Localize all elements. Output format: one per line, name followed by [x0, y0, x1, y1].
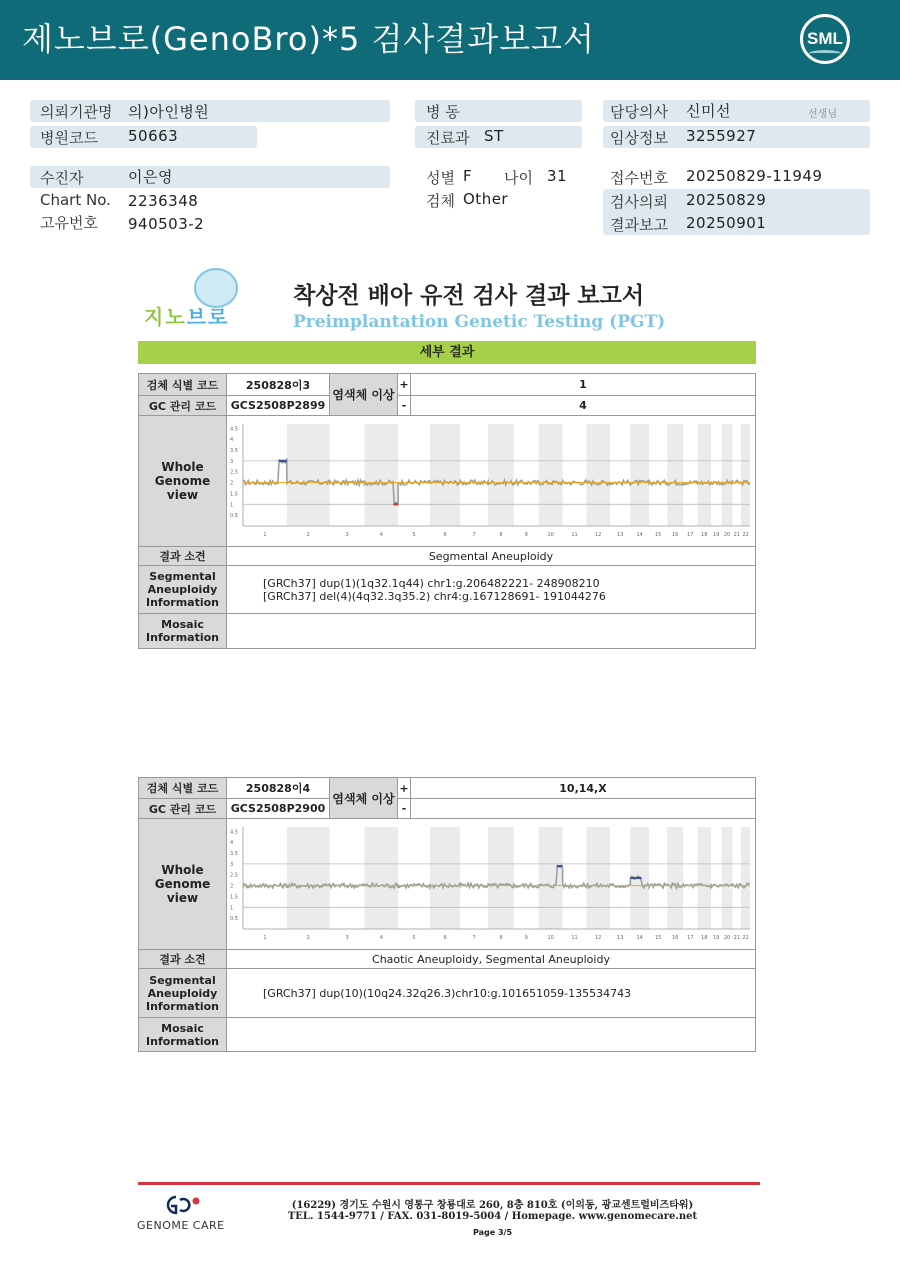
whole-genome-plot [227, 416, 756, 547]
chrom-band [586, 424, 610, 526]
unique-no-value: 940503-2 [128, 215, 205, 233]
gain-sign: + [397, 778, 410, 798]
x-tick-label: 4 [379, 935, 383, 941]
y-tick-label: 2.5 [230, 872, 238, 879]
chrom-band [539, 827, 563, 929]
genome-care-logo-icon [162, 1194, 202, 1216]
x-tick-label: 5 [412, 935, 416, 941]
mosaic-info-value [226, 613, 755, 648]
gc-code-label: GC 관리 코드 [139, 798, 226, 818]
x-tick-label: 19 [713, 532, 720, 538]
chrom-band [630, 424, 649, 526]
doctor-value: 신미선 [686, 102, 731, 120]
loss-chromosomes: 4 [410, 395, 755, 415]
clinical-info-label: 임상정보 [610, 129, 668, 147]
y-tick-label: 1.5 [230, 894, 238, 901]
x-tick-label: 14 [636, 532, 643, 538]
x-tick-label: 18 [701, 935, 708, 941]
logo-text-a: 지노 [144, 305, 187, 329]
x-tick-label: 1 [263, 935, 267, 941]
document-title: 제노브로(GenoBro)*5 검사결과보고서 [22, 20, 595, 58]
hospital-code-label: 병원코드 [40, 129, 98, 147]
x-tick-label: 11 [571, 935, 578, 941]
unique-no-label: 고유번호 [40, 214, 98, 232]
requesting-org-label: 의뢰기관명 [40, 103, 113, 121]
loss-sign: - [397, 798, 410, 818]
x-tick-label: 4 [379, 532, 383, 538]
y-tick-label: 1 [230, 905, 234, 912]
mosaic-info-value [226, 1017, 755, 1051]
ward-label: 병 동 [426, 103, 460, 121]
segmental-line-1: [GRCh37] dup(1)(1q32.1q44) chr1:g.206482221- 248908210 [263, 576, 600, 590]
specimen-id-value: 250828이3 [226, 374, 329, 395]
x-tick-label: 6 [443, 532, 447, 538]
x-tick-label: 10 [547, 532, 554, 538]
report-title-en: Preimplantation Genetic Testing (PGT) [293, 312, 666, 332]
footer-contact: TEL. 1544-9771 / FAX. 031-8019-5004 / Homepage. www.genomecare.net [287, 1211, 698, 1222]
receipt-no-value: 20250829-11949 [686, 167, 823, 185]
x-tick-label: 3 [345, 532, 349, 538]
chrom-band [488, 827, 514, 929]
department-value: ST [484, 127, 504, 145]
x-tick-label: 21 [733, 532, 740, 538]
x-tick-label: 15 [654, 935, 662, 941]
examinee-label: 수진자 [40, 169, 84, 187]
chrom-band [667, 827, 683, 929]
x-tick-label: 12 [595, 935, 602, 941]
y-tick-label: 4.5 [230, 829, 238, 836]
y-tick-label: 1 [230, 502, 234, 509]
y-tick-label: 4.5 [230, 426, 238, 433]
examinee-value: 이은영 [128, 168, 173, 186]
specimen-id-label: 검체 식별 코드 [139, 778, 226, 798]
y-tick-label: 1.5 [230, 491, 238, 498]
chrom-band [287, 424, 330, 526]
footer-address: (16229) 경기도 수원시 영통구 창룡대로 260, 8층 810호 (이의동, 광교센트럴비즈타워) [291, 1200, 694, 1211]
finding-value: Segmental Aneuploidy [226, 546, 755, 565]
y-tick-label: 3.5 [230, 851, 238, 858]
x-tick-label: 8 [499, 532, 503, 538]
x-tick-label: 21 [733, 935, 740, 941]
receipt-no-label: 접수번호 [610, 169, 668, 187]
chrom-band [721, 424, 732, 526]
wgv-label: Whole Genome view [139, 818, 226, 949]
x-tick-label: 14 [636, 935, 643, 941]
specimen-label: 검체 [426, 192, 455, 210]
x-tick-label: 9 [524, 532, 528, 538]
segmental-info-cell [226, 565, 755, 613]
wgv-cell [226, 818, 755, 949]
chrom-band [365, 424, 399, 526]
x-tick-label: 22 [742, 532, 749, 538]
x-tick-label: 19 [713, 935, 720, 941]
mosaic-info-label: Mosaic Information [139, 613, 226, 648]
chrom-abn-label: 염색체 이상 [329, 374, 397, 415]
mosaic-info-label: Mosaic Information [139, 1017, 226, 1051]
x-tick-label: 20 [723, 532, 731, 538]
x-tick-label: 10 [547, 935, 554, 941]
logo-text-b: 브로 [186, 305, 230, 329]
requesting-org-value: 의)아인병원 [128, 103, 210, 121]
x-tick-label: 9 [524, 935, 528, 941]
x-tick-label: 18 [701, 532, 708, 538]
chrom-band [586, 827, 610, 929]
x-tick-label: 16 [671, 935, 679, 941]
chrom-abn-label: 염색체 이상 [329, 778, 397, 818]
segmental-line-2: [GRCh37] del(4)(4q32.3q35.2) chr4:g.167128691- 191044276 [263, 589, 606, 603]
x-tick-label: 17 [687, 532, 694, 538]
gc-code-label: GC 관리 코드 [139, 395, 226, 415]
result-table [138, 777, 756, 1052]
specimen-id-label: 검체 식별 코드 [139, 374, 226, 395]
x-tick-label: 13 [616, 935, 624, 941]
y-tick-label: 2 [230, 883, 234, 890]
x-tick-label: 3 [345, 935, 349, 941]
section-banner: 세부 결과 [138, 341, 756, 364]
x-tick-label: 22 [742, 935, 749, 941]
chrom-band [741, 827, 750, 929]
segmental-line-1: [GRCh37] dup(10)(10q24.32q26.3)chr10:g.101651059-135534743 [226, 968, 755, 1017]
loss-sign: - [397, 395, 410, 415]
genome-care-name: GENOME CARE [137, 1219, 225, 1232]
y-tick-label: 4 [230, 437, 234, 444]
department-label: 진료과 [426, 129, 470, 147]
age-value: 31 [547, 167, 568, 185]
report-title-ko: 착상전 배아 유전 검사 결과 보고서 [293, 283, 645, 309]
footer-rule [138, 1182, 760, 1185]
y-tick-label: 0.5 [230, 513, 238, 520]
hospital-code-value: 50663 [128, 127, 179, 145]
x-tick-label: 16 [671, 532, 679, 538]
y-tick-label: 3 [230, 458, 234, 465]
x-tick-label: 6 [443, 935, 447, 941]
page-number: Page 3/5 [472, 1228, 513, 1237]
wgv-cell [226, 415, 755, 546]
age-label: 나이 [504, 169, 533, 187]
finding-label: 결과 소견 [139, 949, 226, 968]
y-tick-label: 3.5 [230, 448, 238, 455]
x-tick-label: 13 [616, 532, 624, 538]
x-tick-label: 1 [263, 532, 267, 538]
chart-no-label: Chart No. [40, 191, 111, 209]
x-tick-label: 7 [472, 935, 476, 941]
wgv-label: Whole Genome view [139, 415, 226, 546]
whole-genome-plot [227, 819, 756, 950]
sml-swoosh-icon [809, 50, 841, 57]
report-date-value: 20250901 [686, 214, 767, 232]
x-tick-label: 8 [499, 935, 503, 941]
y-tick-label: 2.5 [230, 469, 238, 476]
report-date-label: 결과보고 [610, 216, 668, 234]
chrom-band [667, 424, 683, 526]
x-tick-label: 15 [654, 532, 662, 538]
x-tick-label: 12 [595, 532, 602, 538]
chrom-band [365, 827, 399, 929]
loss-chromosomes [410, 798, 755, 818]
sml-logo [800, 14, 850, 64]
chrom-band [721, 827, 732, 929]
specimen-value: Other [463, 190, 509, 208]
gain-sign: + [397, 374, 410, 395]
x-tick-label: 5 [412, 532, 416, 538]
sex-label: 성별 [426, 169, 455, 187]
y-tick-label: 2 [230, 480, 234, 487]
x-tick-label: 20 [723, 935, 731, 941]
gc-code-value: GCS2508P2899 [226, 395, 329, 415]
gain-chromosomes: 1 [410, 374, 755, 395]
request-date-label: 검사의뢰 [610, 193, 668, 211]
x-tick-label: 17 [687, 935, 694, 941]
request-date-value: 20250829 [686, 191, 767, 209]
sml-logo-text: SML [807, 29, 843, 48]
doctor-label: 담당의사 [610, 103, 668, 121]
gain-chromosomes: 10,14,X [410, 778, 755, 798]
x-tick-label: 2 [306, 935, 310, 941]
finding-label: 결과 소견 [139, 546, 226, 565]
x-tick-label: 7 [472, 532, 476, 538]
chrom-band [697, 827, 711, 929]
chrom-band [430, 424, 460, 526]
chrom-band [488, 424, 514, 526]
clinical-info-value: 3255927 [686, 127, 757, 145]
chrom-band [741, 424, 750, 526]
y-tick-label: 4 [230, 840, 234, 847]
chrom-band [697, 424, 711, 526]
chrom-band [430, 827, 460, 929]
chrom-band [287, 827, 330, 929]
genobro-logo-text [144, 301, 229, 330]
segmental-info-label: Segmental Aneuploidy Information [139, 565, 226, 613]
chart-no-value: 2236348 [128, 192, 199, 210]
x-tick-label: 11 [571, 532, 578, 538]
finding-value: Chaotic Aneuploidy, Segmental Aneuploidy [226, 949, 755, 968]
gc-code-value: GCS2508P2900 [226, 798, 329, 818]
x-tick-label: 2 [306, 532, 310, 538]
y-tick-label: 0.5 [230, 916, 238, 923]
doctor-honorific: 선생님 [808, 109, 837, 120]
specimen-id-value: 250828이4 [226, 778, 329, 798]
field-examinee [30, 166, 390, 188]
y-tick-label: 3 [230, 861, 234, 868]
segmental-info-label: Segmental Aneuploidy Information [139, 968, 226, 1017]
result-table [138, 373, 756, 649]
sex-value: F [463, 167, 473, 185]
chrom-band [539, 424, 563, 526]
